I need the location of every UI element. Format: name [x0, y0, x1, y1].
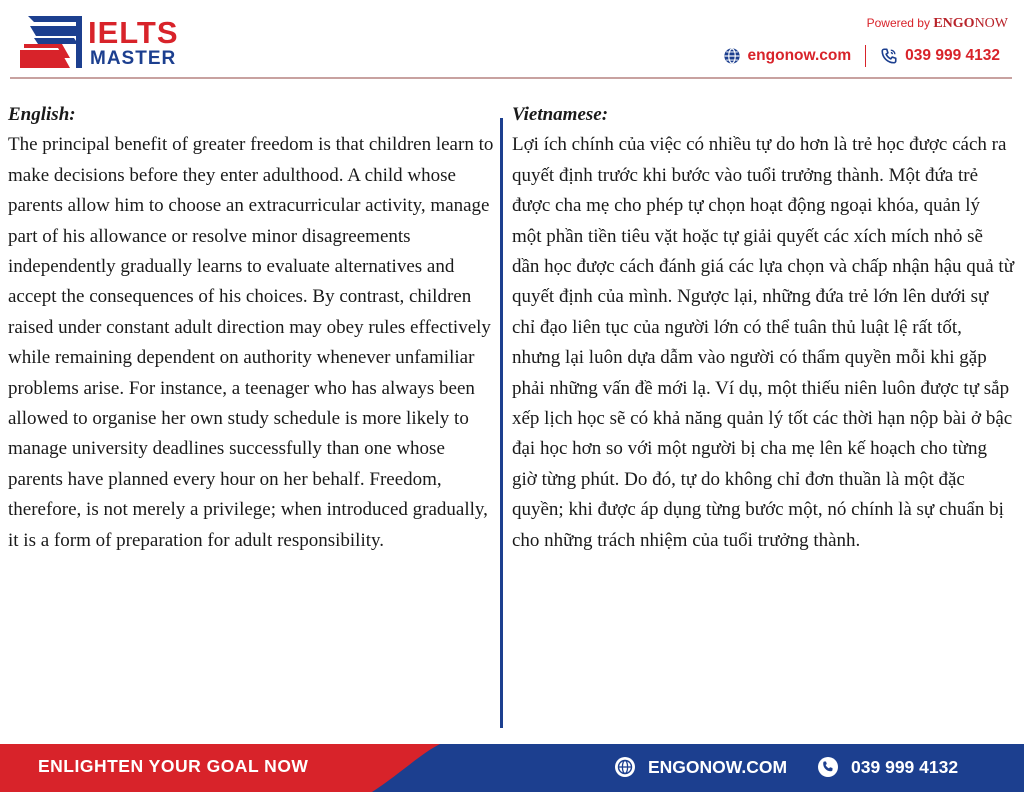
header-phone-link[interactable]	[880, 47, 1000, 65]
page-footer	[0, 744, 1024, 792]
footer-phone-link[interactable]	[817, 756, 958, 778]
page-header	[0, 0, 1024, 78]
powered-brand-engo: ENGO	[933, 16, 975, 31]
globe-icon	[723, 47, 741, 65]
header-phone-text: 039 999 4132	[905, 47, 1000, 64]
logo-text-master: MASTER	[90, 48, 177, 69]
english-title: English:	[8, 104, 76, 125]
header-divider-line	[10, 77, 1012, 79]
footer-website-text: ENGONOW.COM	[648, 756, 788, 777]
header-website-link[interactable]	[723, 47, 852, 65]
globe-icon	[614, 756, 636, 778]
header-contact-divider	[865, 45, 866, 67]
header-contact	[723, 44, 1000, 68]
english-column	[8, 100, 496, 556]
phone-icon	[880, 47, 898, 65]
footer-phone-text: 039 999 4132	[851, 756, 959, 777]
english-paragraph: The principal benefit of greater freedom is that children learn to make decisions before they enter adulthood. A child whose parents allow him to choose an extracurricular activity, manage part of his allowance or resolve minor disagreements independently gradually learns to evaluate alternatives and accept the consequences of his choices. By contrast, children raised under constant adult direction may obey rules effectively while remaining dependent on authority whenever unfamiliar problems arise. For instance, a teenager who has always been allowed to organise her own study schedule is more likely to manage university deadlines successfully than one whose parents have planned every hour on her behalf. Freedom, therefore, is not merely a privilege; when introduced gradually, it is a form of preparation for adult responsibility.	[8, 134, 494, 551]
footer-website-link[interactable]	[614, 756, 787, 778]
phone-icon	[817, 756, 839, 778]
vietnamese-paragraph: Lợi ích chính của việc có nhiều tự do hơn là trẻ học được cách ra quyết định trước khi bước vào tuổi trưởng thành. Một đứa trẻ được cha mẹ cho phép tự chọn hoạt động ngoại khóa, quản lý một phần tiền tiêu vặt hoặc tự giải quyết các xích mích nhỏ sẽ dần học được cách đánh giá các lựa chọn và chấp nhận hậu quả từ quyết định của mình. Ngược lại, những đứa trẻ lớn lên dưới sự chỉ đạo liên tục của người lớn có thể tuân thủ luật lệ rất tốt, nhưng lại luôn dựa dẫm vào người có thẩm quyền mỗi khi gặp phải những vấn đề mới lạ. Ví dụ, một thiếu niên luôn được tự sắp xếp lịch học sẽ có khả năng quản lý tốt các thời hạn nộp bài ở bậc đại học hơn so với một người bị cha mẹ lên kế hoạch cho từng giờ từng phút. Do đó, tự do không chỉ đơn thuần là một đặc quyền; khi được áp dụng từng bước một, nó chính là sự chuẩn bị cho những trách nhiệm của tuổi trưởng thành.	[512, 134, 1015, 551]
column-divider	[500, 118, 503, 728]
header-website-text: engonow.com	[747, 47, 852, 64]
powered-by-prefix: Powered by	[866, 16, 930, 30]
ielts-master-logo[interactable]	[20, 14, 190, 70]
footer-slogan: ENLIGHTEN YOUR GOAL NOW	[38, 756, 309, 776]
footer-contact	[614, 756, 958, 778]
powered-brand-now: NOW	[974, 16, 1008, 31]
powered-by-label	[867, 16, 1008, 32]
logo-text-ielts: IELTS	[88, 15, 179, 50]
powered-by-brand	[933, 16, 1008, 31]
vietnamese-column	[512, 100, 1014, 556]
logo-emblem-icon	[20, 14, 90, 70]
vietnamese-title: Vietnamese:	[512, 104, 609, 125]
